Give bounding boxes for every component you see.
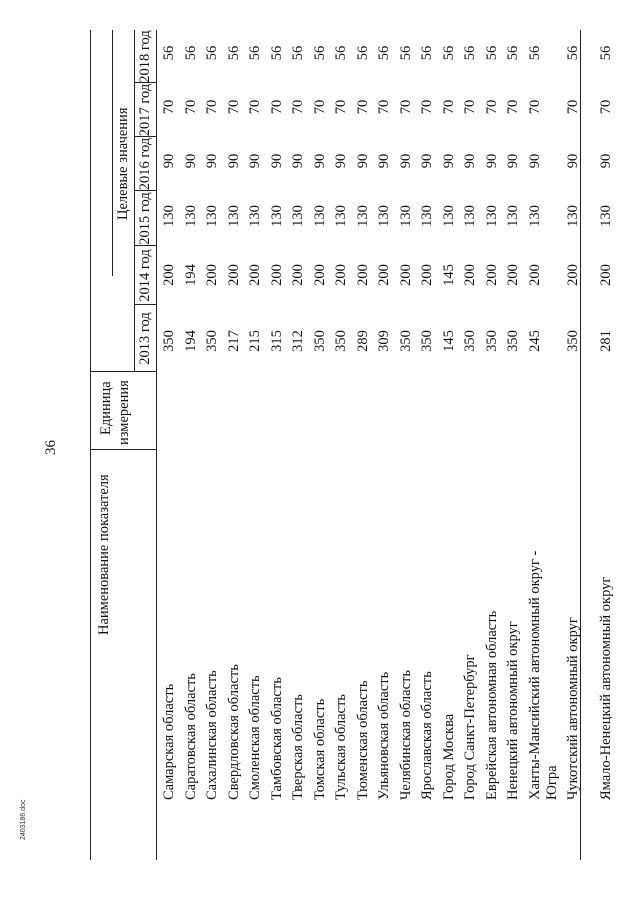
row-value-2: 130 (247, 205, 263, 227)
row-value-5: 56 (204, 45, 220, 61)
row-name-text: Еврейская автономная область (483, 610, 500, 800)
row-value-4: 70 (204, 99, 220, 115)
row-value-3: 90 (462, 153, 478, 169)
row-value-2: 130 (440, 205, 457, 227)
row-value-2: 130 (419, 205, 435, 227)
document-code: 2403186.doc (20, 799, 27, 840)
row-indicator-name (398, 380, 415, 800)
row-value-5: 56 (311, 45, 328, 61)
row-value-0: 350 (311, 330, 328, 352)
row-name-text: Ямало-Ненецкий автономный округ (597, 576, 614, 800)
row-value-1: 200 (204, 264, 220, 286)
year-header-2016: 2016 год (137, 137, 153, 191)
row-value-5: 56 (225, 45, 242, 61)
row-value-1: 200 (247, 264, 263, 286)
row-value-0: 289 (354, 330, 371, 352)
row-value-3: 90 (419, 153, 435, 169)
row-value-4: 70 (505, 99, 521, 115)
row-value-2: 130 (397, 205, 414, 227)
row-name-text: Сахалинская область (204, 670, 220, 800)
row-value-5: 56 (419, 45, 435, 61)
row-value-1: 200 (290, 264, 306, 286)
row-name-text: Самарская область (161, 683, 177, 800)
row-value-1: 200 (483, 264, 500, 286)
row-name-text: Смоленская область (247, 675, 263, 800)
row-value-1: 200 (597, 264, 614, 286)
row-value-2: 130 (526, 205, 543, 227)
year-header-2014: 2014 год (137, 249, 153, 302)
row-value-3: 90 (311, 153, 328, 169)
row-name-text: Томская область (311, 698, 328, 800)
row-value-0: 350 (483, 330, 500, 352)
row-value-1: 200 (526, 264, 543, 286)
row-value-3: 90 (161, 153, 177, 169)
row-value-0: 245 (526, 330, 543, 352)
row-indicator-name (204, 380, 221, 800)
row-value-3: 90 (376, 153, 392, 169)
row-value-0: 350 (505, 330, 521, 352)
row-value-4: 70 (462, 99, 478, 115)
row-value-2: 130 (462, 205, 478, 227)
row-value-3: 90 (225, 153, 242, 169)
row-value-2: 130 (161, 205, 177, 227)
row-value-5: 56 (483, 45, 500, 61)
row-value-3: 90 (505, 153, 521, 169)
header-indicator-name: Наименование показателя (96, 474, 112, 635)
row-name-text: Тверская область (290, 694, 306, 800)
targets-header-rule (112, 30, 113, 276)
row-indicator-name (419, 380, 436, 800)
row-name-text: Ярославская область (419, 671, 435, 800)
row-name-text: Ханты-Мансийский автономный округ - (526, 550, 543, 800)
row-value-0: 217 (225, 330, 242, 352)
row-value-3: 90 (333, 153, 349, 169)
row-value-5: 56 (462, 45, 478, 61)
row-value-0: 350 (397, 330, 414, 352)
row-value-5: 56 (290, 45, 306, 61)
row-value-5: 56 (354, 45, 371, 61)
row-indicator-name (247, 380, 264, 800)
row-value-3: 90 (354, 153, 371, 169)
row-value-3: 90 (440, 153, 457, 169)
row-value-3: 90 (564, 153, 581, 169)
row-name-text: Город Санкт-Петербург (462, 654, 478, 800)
row-value-3: 90 (397, 153, 414, 169)
row-value-1: 200 (564, 264, 581, 286)
row-value-0: 350 (564, 330, 581, 352)
row-indicator-name (269, 380, 286, 800)
row-indicator-name (290, 380, 307, 800)
row-value-0: 350 (419, 330, 435, 352)
row-value-1: 200 (376, 264, 392, 286)
row-name-text: Тамбовская область (268, 677, 285, 800)
row-value-1: 200 (311, 264, 328, 286)
row-indicator-name (333, 380, 350, 800)
row-name-text-line2: Югра (543, 765, 560, 800)
row-value-2: 130 (376, 205, 392, 227)
row-value-0: 194 (182, 330, 199, 352)
header-target-values: Целевые значения (115, 107, 131, 220)
row-value-3: 90 (268, 153, 285, 169)
year-header-2017: 2017 год (137, 83, 153, 137)
header-bottom-border (156, 30, 157, 860)
row-value-3: 90 (483, 153, 500, 169)
row-value-3: 90 (247, 153, 263, 169)
row-value-5: 56 (268, 45, 285, 61)
row-value-4: 70 (440, 99, 457, 115)
row-value-3: 90 (526, 153, 543, 169)
row-value-4: 70 (268, 99, 285, 115)
row-value-3: 90 (597, 153, 614, 169)
row-indicator-name (376, 380, 393, 800)
row-value-1: 200 (161, 264, 177, 286)
row-value-0: 309 (376, 330, 392, 352)
row-value-2: 130 (597, 205, 614, 227)
row-value-0: 145 (440, 330, 457, 352)
row-indicator-name (161, 380, 178, 800)
year-header-2015: 2015 год (137, 192, 153, 245)
row-value-4: 70 (225, 99, 242, 115)
row-value-1: 200 (397, 264, 414, 286)
row-value-1: 200 (268, 264, 285, 286)
row-value-5: 56 (505, 45, 521, 61)
rotated-table-panel (90, 30, 614, 860)
row-value-0: 350 (333, 330, 349, 352)
year-header-2018: 2018 год (137, 30, 153, 83)
row-value-2: 130 (290, 205, 306, 227)
row-value-0: 350 (161, 330, 177, 352)
row-name-text: Свердловская область (225, 664, 242, 800)
row-value-2: 130 (564, 205, 581, 227)
row-indicator-name (441, 380, 458, 800)
row-name-text: Ульяновская область (376, 671, 392, 800)
row-name-text: Челябинская область (397, 670, 414, 800)
row-name-text: Ненецкий автономный округ (505, 621, 521, 800)
row-value-0: 350 (204, 330, 220, 352)
row-value-2: 130 (333, 205, 349, 227)
row-value-2: 130 (204, 205, 220, 227)
row-indicator-name (484, 380, 501, 800)
row-value-0: 350 (462, 330, 478, 352)
row-value-2: 130 (268, 205, 285, 227)
row-value-5: 56 (247, 45, 263, 61)
row-value-4: 70 (526, 99, 543, 115)
row-value-4: 70 (483, 99, 500, 115)
row-name-text: Город Москва (440, 713, 457, 800)
row-value-4: 70 (290, 99, 306, 115)
row-value-5: 56 (182, 45, 199, 61)
row-indicator-name (505, 380, 522, 800)
name-unit-divider (90, 449, 156, 450)
row-value-2: 130 (225, 205, 242, 227)
row-name-text: Чукотский автономный округ (564, 617, 581, 800)
row-value-0: 281 (597, 330, 614, 352)
page-number: 36 (43, 440, 59, 455)
row-value-0: 315 (268, 330, 285, 352)
row-value-2: 130 (354, 205, 371, 227)
row-value-4: 70 (247, 99, 263, 115)
row-value-1: 194 (182, 264, 199, 286)
row-value-0: 312 (290, 330, 306, 352)
row-value-1: 200 (419, 264, 435, 286)
row-value-4: 70 (397, 99, 414, 115)
row-value-4: 70 (419, 99, 435, 115)
header-unit-line2: измерения (116, 380, 132, 445)
row-value-1: 200 (505, 264, 521, 286)
row-value-4: 70 (333, 99, 349, 115)
row-name-text: Тульская область (333, 694, 349, 800)
row-value-1: 145 (440, 264, 457, 286)
row-value-5: 56 (526, 45, 543, 61)
row-indicator-name (226, 380, 243, 800)
row-value-1: 200 (225, 264, 242, 286)
row-value-5: 56 (440, 45, 457, 61)
row-name-text: Тюменская область (354, 680, 371, 800)
row-value-2: 130 (483, 205, 500, 227)
header-unit-line1: Единица (98, 381, 114, 435)
row-value-4: 70 (376, 99, 392, 115)
row-value-3: 90 (204, 153, 220, 169)
row-value-4: 70 (311, 99, 328, 115)
row-indicator-name (462, 380, 479, 800)
row-value-4: 70 (161, 99, 177, 115)
row-value-3: 90 (290, 153, 306, 169)
row-name-text: Саратовская область (182, 673, 199, 800)
row-value-5: 56 (597, 45, 614, 61)
row-value-1: 200 (462, 264, 478, 286)
row-value-2: 130 (311, 205, 328, 227)
row-indicator-name (312, 380, 329, 800)
row-value-2: 130 (182, 205, 199, 227)
row-value-4: 70 (182, 99, 199, 115)
row-value-0: 215 (247, 330, 263, 352)
row-indicator-name (183, 380, 200, 800)
row-value-4: 70 (354, 99, 371, 115)
table-top-border (90, 30, 91, 860)
row-value-1: 200 (333, 264, 349, 286)
row-value-4: 70 (564, 99, 581, 115)
row-value-5: 56 (333, 45, 349, 61)
row-indicator-name (598, 380, 615, 800)
row-indicator-name (565, 380, 582, 800)
row-value-2: 130 (505, 205, 521, 227)
row-value-5: 56 (397, 45, 414, 61)
year-header-2013: 2013 год (137, 312, 153, 365)
row-value-1: 200 (354, 264, 371, 286)
row-value-5: 56 (161, 45, 177, 61)
row-value-4: 70 (597, 99, 614, 115)
row-indicator-name (355, 380, 372, 800)
row-value-5: 56 (376, 45, 392, 61)
row-indicator-name (527, 380, 561, 800)
row-value-3: 90 (182, 153, 199, 169)
row-value-5: 56 (564, 45, 581, 61)
